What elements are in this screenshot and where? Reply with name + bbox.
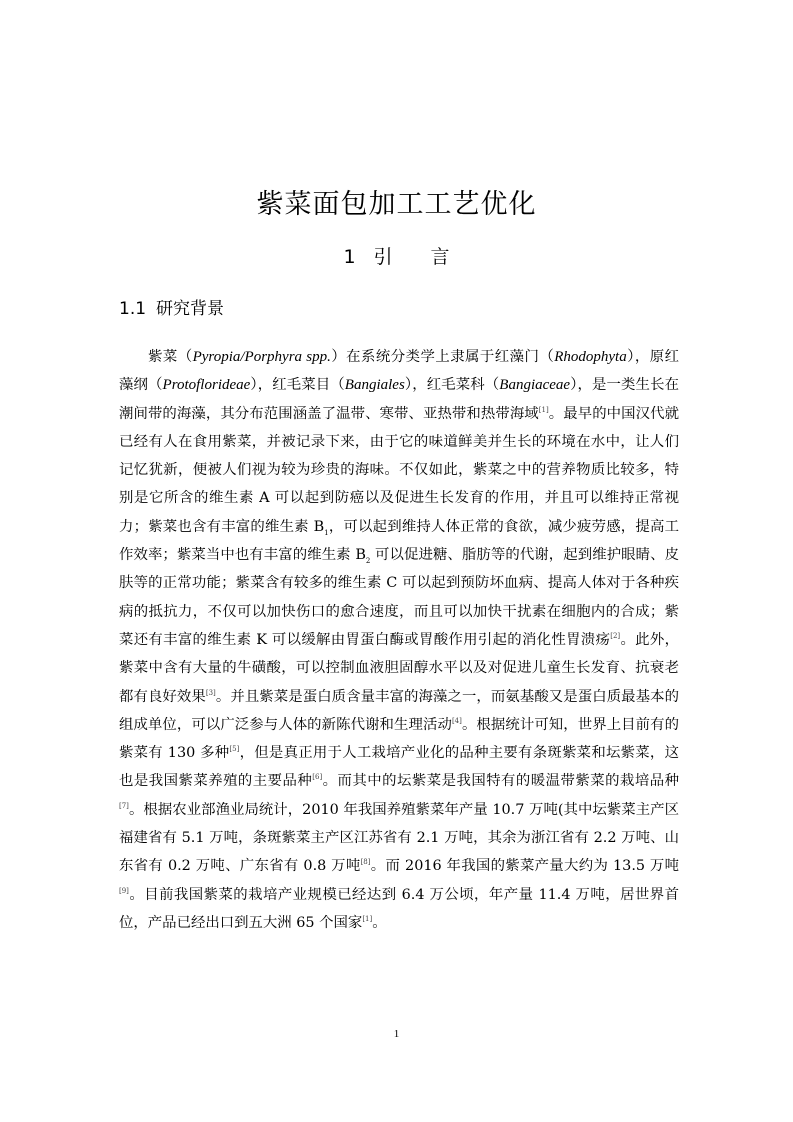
text-run: ，但是真正用于人工栽培产业化的品种主要有条斑紫菜和坛紫菜，这也是我国紫菜养殖的主要品种 xyxy=(119,745,679,790)
subscript: 1 xyxy=(324,528,329,537)
citation-ref[interactable]: [3] xyxy=(205,688,216,697)
section-heading xyxy=(119,294,224,319)
text-run: ），原红藻纲（ xyxy=(119,349,679,394)
latin-name: Bangiales xyxy=(344,377,405,394)
text-run: ），红毛菜科（ xyxy=(404,377,500,394)
chapter-title-char-1: 引 xyxy=(373,246,393,268)
text-run: ）在系统分类学上隶属于红藻门（ xyxy=(330,349,555,365)
section-number: 1.1 xyxy=(119,299,147,319)
latin-name: Bangiaceae xyxy=(499,377,571,394)
page-number: 1 xyxy=(393,1028,400,1040)
text-run: 。目前我国紫菜的栽培产业规模已经达到 6.4 万公顷，年产量 11.4 万吨，居世界首位，产品已经出口到五大洲 65 个国家 xyxy=(119,886,679,931)
text-run: 。根据统计可知，世界上目前有的紫菜有 130 多种 xyxy=(119,716,679,762)
citation-ref[interactable]: [6] xyxy=(312,773,323,782)
text-run: 可以促进糖、脂肪等的代谢，起到维护眼睛、皮肤等的正常功能；紫菜含有较多的维生素 C 可以起到预防坏血病、提高人体对于各种疾病的抵抗力，不仅可以加快伤口的愈合速度，而且可以加快干扰素在细胞内的合成；紫菜还有丰富的维生素 K 可以缓解由胃蛋白酶或胃酸作用引起的消化性胃溃疡 xyxy=(119,547,680,648)
latin-name: Pyropia/Porphyra spp. xyxy=(192,349,331,365)
citation-ref[interactable]: [2] xyxy=(610,631,621,640)
text-run: 。根据农业部渔业局统计，2010 年我国养殖紫菜年产量 10.7 万吨(其中坛紫菜主产区福建省有 5.1 万吨，条斑紫菜主产区江苏省有 2.1 万吨，其余为浙江省有 2.2 万吨、山东省有 0.2 万吨、广东省有 0.8 万吨 xyxy=(119,801,679,875)
citation-ref[interactable]: [1] xyxy=(538,405,549,414)
document-title: 紫菜面包加工工艺优化 xyxy=(256,189,537,220)
citation-ref[interactable]: [8] xyxy=(360,858,371,867)
text-run: ），是一类生长在潮间带的海藻，其分布范围涵盖了温带、寒带、亚热带和热带海域 xyxy=(119,377,679,422)
text-run: 。并且紫菜是蛋白质含量丰富的海藻之一，而氨基酸又是蛋白质最基本的组成单位，可以广泛参与人体的新陈代谢和生理活动 xyxy=(119,688,679,733)
chapter-heading xyxy=(0,242,793,269)
text-run: 紫菜（ xyxy=(148,349,193,365)
citation-ref[interactable]: [4] xyxy=(451,716,462,725)
text-run: ），红毛菜目（ xyxy=(250,377,345,394)
citation-ref[interactable]: [7] xyxy=(119,801,129,810)
latin-name: Rhodophyta xyxy=(554,349,627,365)
body-paragraph xyxy=(119,343,679,937)
text-run: ，可以起到维持人体正常的食欲，减少疲劳感，提高工作效率；紫菜当中也有丰富的维生素 B xyxy=(119,518,679,564)
latin-name: Protoflorideae xyxy=(162,377,251,394)
citation-ref[interactable]: [1] xyxy=(362,914,373,923)
chapter-number: 1 xyxy=(343,246,356,268)
text-run: 。最早的中国汉代就已经有人在食用紫菜，并被记录下来，由于它的味道鲜美并生长的环境在水中，让人们记忆犹新，便被人们视为较为珍贵的海味。不仅如此，紫菜之中的营养物质比较多，特别是它所含的维生素 A 可以起到防癌以及促进生长发育的作用，并且可以维持正常视力；紫菜也含有丰富的维生素 B xyxy=(119,405,679,535)
citation-ref[interactable]: [5] xyxy=(229,745,240,754)
citation-ref[interactable]: [9] xyxy=(119,886,129,895)
text-run: 。而 2016 年我国的紫菜产量大约为 13.5 万吨 xyxy=(370,858,679,875)
text-run: 。此外，紫菜中含有大量的牛磺酸，可以控制血液胆固醇水平以及对促进儿童生长发育、抗衰老都有良好效果 xyxy=(119,631,679,705)
chapter-title-char-2: 言 xyxy=(430,246,450,268)
section-title: 研究背景 xyxy=(156,299,225,319)
text-run: 。 xyxy=(372,914,387,931)
text-run: 。而其中的坛紫菜是我国特有的暖温带紫菜的栽培品种 xyxy=(322,773,679,790)
subscript: 2 xyxy=(365,556,371,565)
